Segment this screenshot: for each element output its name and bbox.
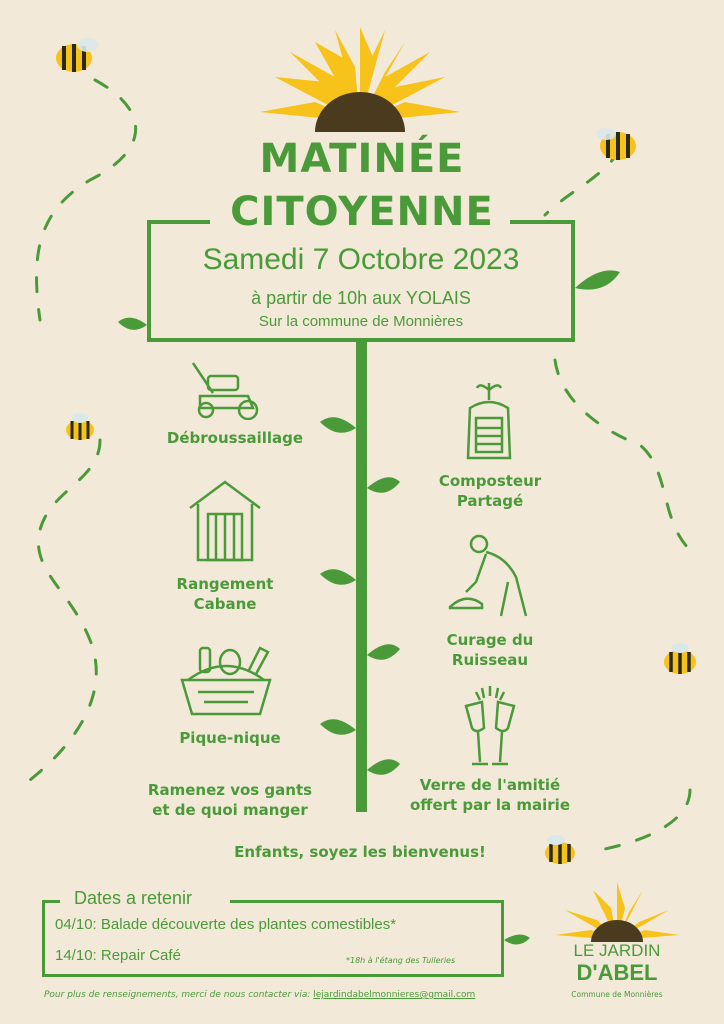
- contact-email-link[interactable]: lejardindabelmonnieres@gmail.com: [313, 990, 476, 1000]
- lawnmower-icon: [188, 358, 268, 420]
- activity-verre-2: offert par la mairie: [410, 796, 570, 814]
- activity-debroussaillage: Débroussaillage: [166, 429, 304, 447]
- children-welcome: Enfants, soyez les bienvenus!: [234, 843, 486, 861]
- contact-line: [44, 990, 475, 1000]
- dates-box: [42, 900, 504, 977]
- activity-composteur-2: Partagé: [456, 492, 524, 510]
- contact-text: Pour plus de renseignements, merci de nous contacter via:: [44, 990, 314, 1000]
- activity-rangement-1: Rangement: [176, 575, 274, 593]
- title-line-1: MATINÉE: [259, 136, 465, 182]
- bee-icon: [664, 643, 696, 674]
- event-time-place: à partir de 10h aux YOLAIS: [251, 288, 471, 308]
- digging-person-icon: [446, 532, 531, 620]
- activity-ramenez-1: Ramenez vos gants: [147, 781, 313, 799]
- sunflower-logo-icon: [553, 880, 681, 942]
- compost-icon: [462, 378, 517, 463]
- activity-rangement-2: Cabane: [193, 595, 257, 613]
- activity-curage-1: Curage du: [446, 631, 534, 649]
- activity-ramenez-2: et de quoi manger: [152, 801, 308, 819]
- bee-icon: [66, 413, 94, 440]
- sunflower-icon: [255, 22, 465, 132]
- bee-icon: [56, 38, 99, 72]
- logo-line-2: D'ABEL: [576, 960, 658, 985]
- title-line-2-overlay: CITOYENNE: [230, 189, 494, 235]
- picnic-basket-icon: [178, 642, 274, 718]
- activity-pique-nique: Pique-nique: [179, 729, 281, 747]
- event-date: Samedi 7 Octobre 2023: [202, 243, 520, 276]
- activity-composteur-1: Composteur: [438, 472, 542, 490]
- date-item: 04/10: Balade découverte des plantes comestibles*: [55, 916, 397, 933]
- dates-title: Dates a retenir: [74, 888, 193, 908]
- logo-subtitle: Commune de Monnières: [571, 990, 663, 999]
- shed-icon: [186, 478, 264, 564]
- activity-verre-1: Verre de l'amitié: [419, 776, 561, 794]
- logo-line-1: LE JARDIN: [573, 941, 661, 960]
- footnote: *18h à l'étang des Tuileries: [346, 956, 456, 965]
- toast-glasses-icon: [460, 684, 520, 770]
- date-item: 14/10: Repair Café: [55, 947, 181, 964]
- activity-curage-2: Ruisseau: [451, 651, 529, 669]
- event-commune: Sur la commune de Monnières: [258, 313, 464, 330]
